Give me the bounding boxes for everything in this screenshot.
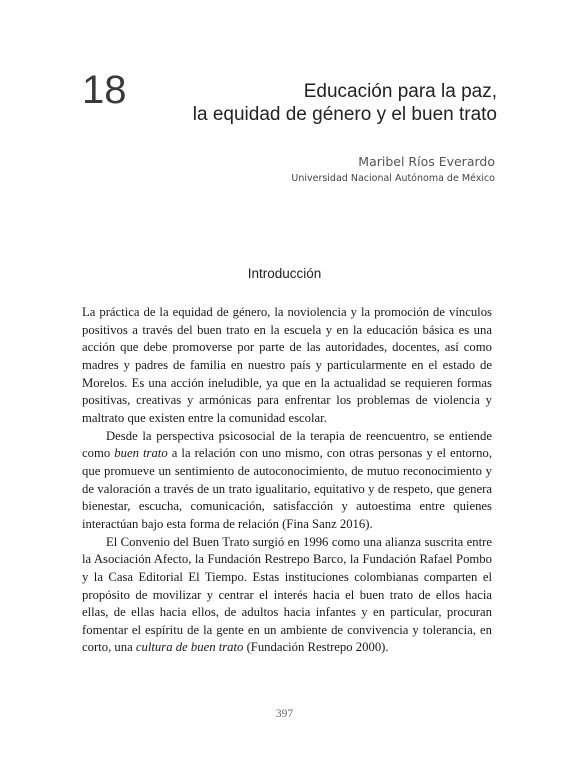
paragraph-2 (82, 428, 492, 534)
paragraph-3 (82, 534, 492, 658)
paragraph-3-text-b: (Fundación Restrepo 2000). (243, 640, 389, 655)
paragraph-3-emphasis: cultura de buen trato (135, 640, 244, 655)
chapter-title-line-2: la equidad de género y el buen trato (192, 104, 497, 125)
chapter-title (157, 80, 497, 126)
paragraph-3-text-a: El Convenio del Buen Trato surgió en 1996 como una alianza suscrita entre la Asociación Afecto, la Fundación Restrepo Barco, la Fundación Rafael Pombo y la Casa Editorial El Tiempo. Estas instituciones colombianas comparten el propósito de movilizar y centrar el interés hacia el buen trato de ellos hacia ellas, de ellas hacia ellos, de adultos hacia infantes y en particular, procuran fomentar el espíritu de la gente en un ambiente de convivencia y tolerancia, en corto, una (82, 534, 492, 655)
paragraph-2-emphasis: buen trato (114, 446, 168, 461)
section-heading: Introducción (247, 266, 322, 281)
author-affiliation: Universidad Nacional Autónoma de México (291, 173, 495, 184)
chapter-number: 18 (82, 68, 127, 112)
paragraph-2-text-b: a la relación con uno mismo, con otras personas y el entorno, que promueve un sentimiento de autoconocimiento, de mutuo reconocimiento y de valoración a través de un trato igualitario, equitativo y de respeto, que genera bienestar, escucha, comunicación, satisfacción y autoestima entre quienes interactúan bajo esta forma de relación (Fina Sanz 2016). (82, 446, 492, 531)
body-text (82, 304, 492, 657)
author-name: Maribel Ríos Everardo (358, 154, 495, 169)
page-number: 397 (275, 708, 294, 720)
chapter-title-line-1: Educación para la paz, (303, 81, 497, 102)
paragraph-2-text-a: Desde la perspectiva psicosocial de la terapia de reencuentro, se entiende como (82, 428, 492, 461)
paragraph-1: La práctica de la equidad de género, la noviolencia y la promoción de vínculos positivos a través del buen trato en la escuela y en la educación básica es una acción que debe promoverse por parte de las autoridades, docentes, así como madres y padres de familia en nuestro país y particularmente en el estado de Morelos. Es una acción ineludible, ya que en la actualidad se requieren formas positivas, creativas y armónicas para enfrentar los problemas de violencia y maltrato que existen entre la comunidad escolar. (82, 305, 492, 425)
